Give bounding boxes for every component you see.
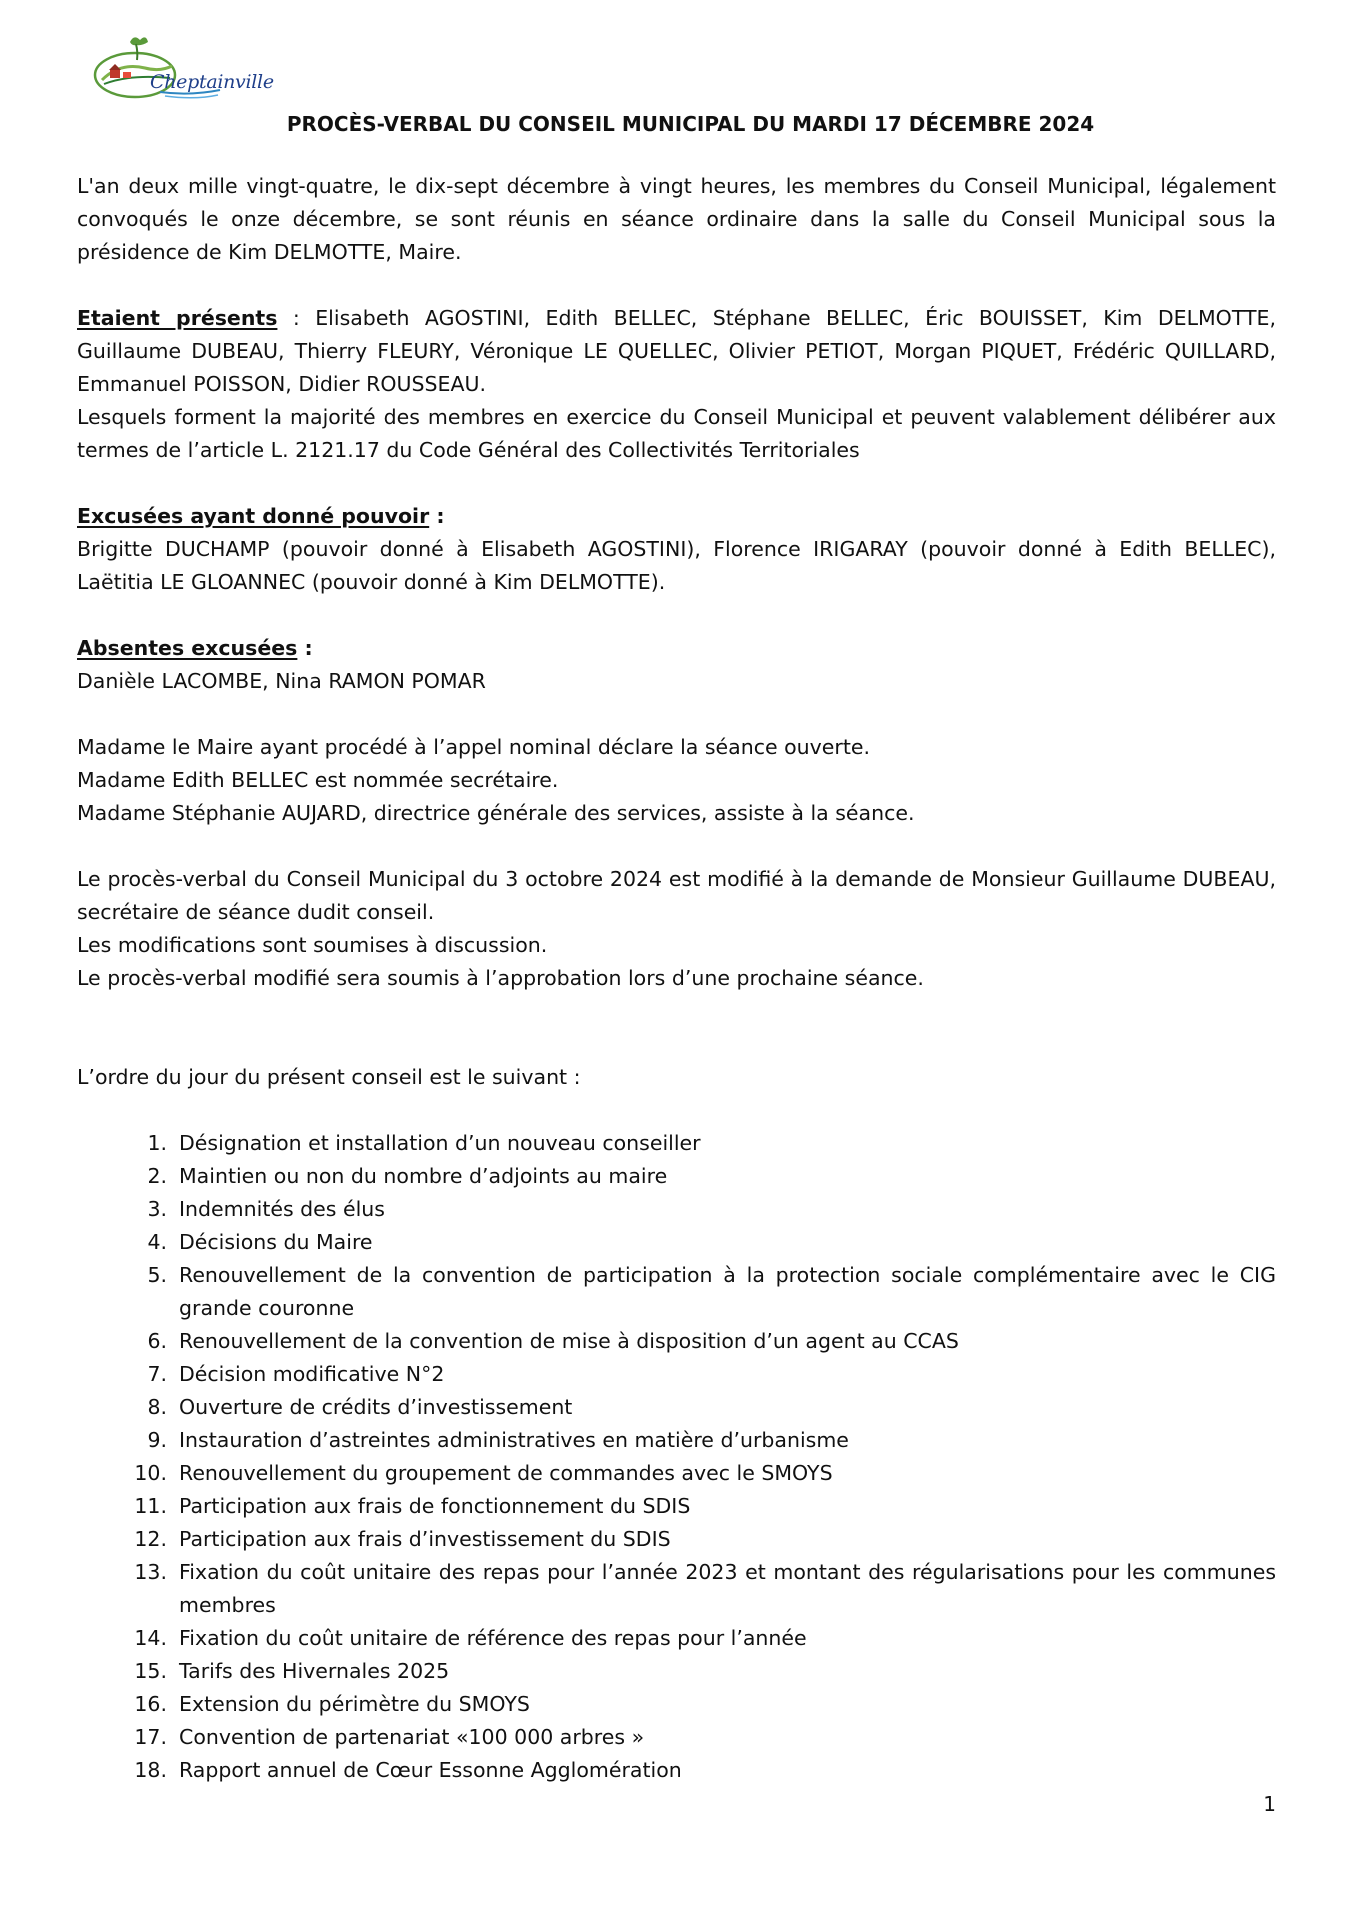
- agenda-item-text: Tarifs des Hivernales 2025: [179, 1659, 450, 1683]
- excused-proxy-list: Brigitte DUCHAMP (pouvoir donné à Elisabeth AGOSTINI), Florence IRIGARAY (pouvoir donné à Edith BELLEC), Laëtitia LE GLOANNEC (pouvoir donné à Kim DELMOTTE).: [77, 537, 1276, 594]
- agenda-item-number: 17.: [134, 1725, 167, 1749]
- agenda-item-text: Fixation du coût unitaire de référence des repas pour l’année: [179, 1626, 807, 1650]
- absent-heading: [77, 632, 1276, 665]
- agenda-item-number: 8.: [147, 1395, 167, 1419]
- absent-colon: :: [297, 636, 313, 660]
- agenda-item: [77, 1721, 1276, 1754]
- agenda-item-text: Fixation du coût unitaire des repas pour l’année 2023 et montant des régularisations pour les communes membres: [179, 1560, 1276, 1617]
- document-body: [77, 170, 1276, 1787]
- agenda-item-number: 3.: [147, 1197, 167, 1221]
- agenda-item: [77, 1127, 1276, 1160]
- agenda-item-number: 15.: [134, 1659, 167, 1683]
- agenda-item: [77, 1424, 1276, 1457]
- agenda-item-number: 6.: [147, 1329, 167, 1353]
- agenda-item-text: Renouvellement du groupement de commandes avec le SMOYS: [179, 1461, 833, 1485]
- agenda-item: [77, 1193, 1276, 1226]
- agenda-item-text: Maintien ou non du nombre d’adjoints au maire: [179, 1164, 668, 1188]
- agenda-item: [77, 1754, 1276, 1787]
- agenda-intro: L’ordre du jour du présent conseil est le suivant :: [77, 1065, 581, 1089]
- agenda-item: [77, 1160, 1276, 1193]
- agenda-item-text: Indemnités des élus: [179, 1197, 385, 1221]
- agenda-item-number: 10.: [134, 1461, 167, 1485]
- agenda-item-text: Décisions du Maire: [179, 1230, 373, 1254]
- excused-proxy-heading: [77, 500, 1276, 533]
- intro-paragraph: L'an deux mille vingt-quatre, le dix-sept décembre à vingt heures, les membres du Conseil Municipal, légalement convoqués le onze décembre, se sont réunis en séance ordinaire dans la salle du Conseil Municipal sous la présidence de Kim DELMOTTE, Maire.: [77, 174, 1276, 264]
- agenda-item-text: Participation aux frais de fonctionnement du SDIS: [179, 1494, 691, 1518]
- agenda-item-number: 11.: [134, 1494, 167, 1518]
- previous-minutes-line: Le procès-verbal modifié sera soumis à l’approbation lors d’une prochaine séance.: [77, 966, 924, 990]
- agenda-item-number: 12.: [134, 1527, 167, 1551]
- opening-line: Madame le Maire ayant procédé à l’appel nominal déclare la séance ouverte.: [77, 735, 870, 759]
- agenda-item: [77, 1556, 1276, 1622]
- agenda-item-number: 2.: [147, 1164, 167, 1188]
- previous-minutes-line: Le procès-verbal du Conseil Municipal du 3 octobre 2024 est modifié à la demande de Monsieur Guillaume DUBEAU, secrétaire de séance dudit conseil.: [77, 867, 1276, 924]
- agenda-item-number: 14.: [134, 1626, 167, 1650]
- opening-line: Madame Stéphanie AUJARD, directrice générale des services, assiste à la séance.: [77, 801, 915, 825]
- agenda-item-number: 7.: [147, 1362, 167, 1386]
- agenda-item-number: 16.: [134, 1692, 167, 1716]
- agenda-item-number: 13.: [134, 1560, 167, 1584]
- previous-minutes-line: Les modifications sont soumises à discussion.: [77, 933, 548, 957]
- agenda-item: [77, 1325, 1276, 1358]
- excused-proxy-colon: :: [429, 504, 445, 528]
- presents-paragraph: [77, 302, 1276, 401]
- agenda-item: [77, 1358, 1276, 1391]
- agenda-item: [77, 1688, 1276, 1721]
- presents-list: : Elisabeth AGOSTINI, Edith BELLEC, Stéphane BELLEC, Éric BOUISSET, Kim DELMOTTE, Guillaume DUBEAU, Thierry FLEURY, Véronique LE QUELLEC, Olivier PETIOT, Morgan PIQUET, Frédéric QUILLARD, Emmanuel POISSON, Didier ROUSSEAU.: [77, 306, 1276, 396]
- page-number: 1: [1263, 1792, 1276, 1816]
- majority-paragraph: Lesquels forment la majorité des membres en exercice du Conseil Municipal et peuvent valablement délibérer aux termes de l’article L. 2121.17 du Code Général des Collectivités Territoriales: [77, 405, 1276, 462]
- agenda-item: [77, 1259, 1276, 1325]
- agenda-item-number: 4.: [147, 1230, 167, 1254]
- agenda-item-text: Convention de partenariat «100 000 arbres »: [179, 1725, 645, 1749]
- agenda-item-text: Extension du périmètre du SMOYS: [179, 1692, 530, 1716]
- agenda-item-text: Renouvellement de la convention de mise à disposition d’un agent au CCAS: [179, 1329, 959, 1353]
- agenda-item: [77, 1622, 1276, 1655]
- agenda-item-text: Désignation et installation d’un nouveau conseiller: [179, 1131, 701, 1155]
- agenda-item-number: 18.: [134, 1758, 167, 1782]
- agenda-item-number: 1.: [147, 1131, 167, 1155]
- agenda-item-text: Renouvellement de la convention de participation à la protection sociale complémentaire avec le CIG grande couronne: [179, 1263, 1276, 1320]
- agenda-item: [77, 1655, 1276, 1688]
- absent-list: Danièle LACOMBE, Nina RAMON POMAR: [77, 669, 486, 693]
- absent-label: Absentes excusées: [77, 636, 298, 660]
- agenda-item-text: Rapport annuel de Cœur Essonne Agglomération: [179, 1758, 682, 1782]
- agenda-item: [77, 1457, 1276, 1490]
- agenda-item-number: 9.: [147, 1428, 167, 1452]
- agenda-item-text: Décision modificative N°2: [179, 1362, 445, 1386]
- agenda-item-text: Participation aux frais d’investissement du SDIS: [179, 1527, 671, 1551]
- agenda-list: [77, 1127, 1276, 1787]
- agenda-item-text: Instauration d’astreintes administratives en matière d’urbanisme: [179, 1428, 849, 1452]
- agenda-item-number: 5.: [147, 1263, 167, 1287]
- page-title: PROCÈS-VERBAL DU CONSEIL MUNICIPAL DU MARDI 17 DÉCEMBRE 2024: [286, 112, 1095, 136]
- excused-proxy-label: Excusées ayant donné pouvoir: [77, 504, 430, 528]
- opening-line: Madame Edith BELLEC est nommée secrétaire.: [77, 768, 559, 792]
- agenda-item-text: Ouverture de crédits d’investissement: [179, 1395, 573, 1419]
- agenda-item: [77, 1226, 1276, 1259]
- agenda-item: [77, 1490, 1276, 1523]
- agenda-item: [77, 1391, 1276, 1424]
- agenda-item: [77, 1523, 1276, 1556]
- logo-wordmark: Cheptainville: [150, 71, 274, 93]
- presents-label: Etaient présents: [77, 306, 278, 330]
